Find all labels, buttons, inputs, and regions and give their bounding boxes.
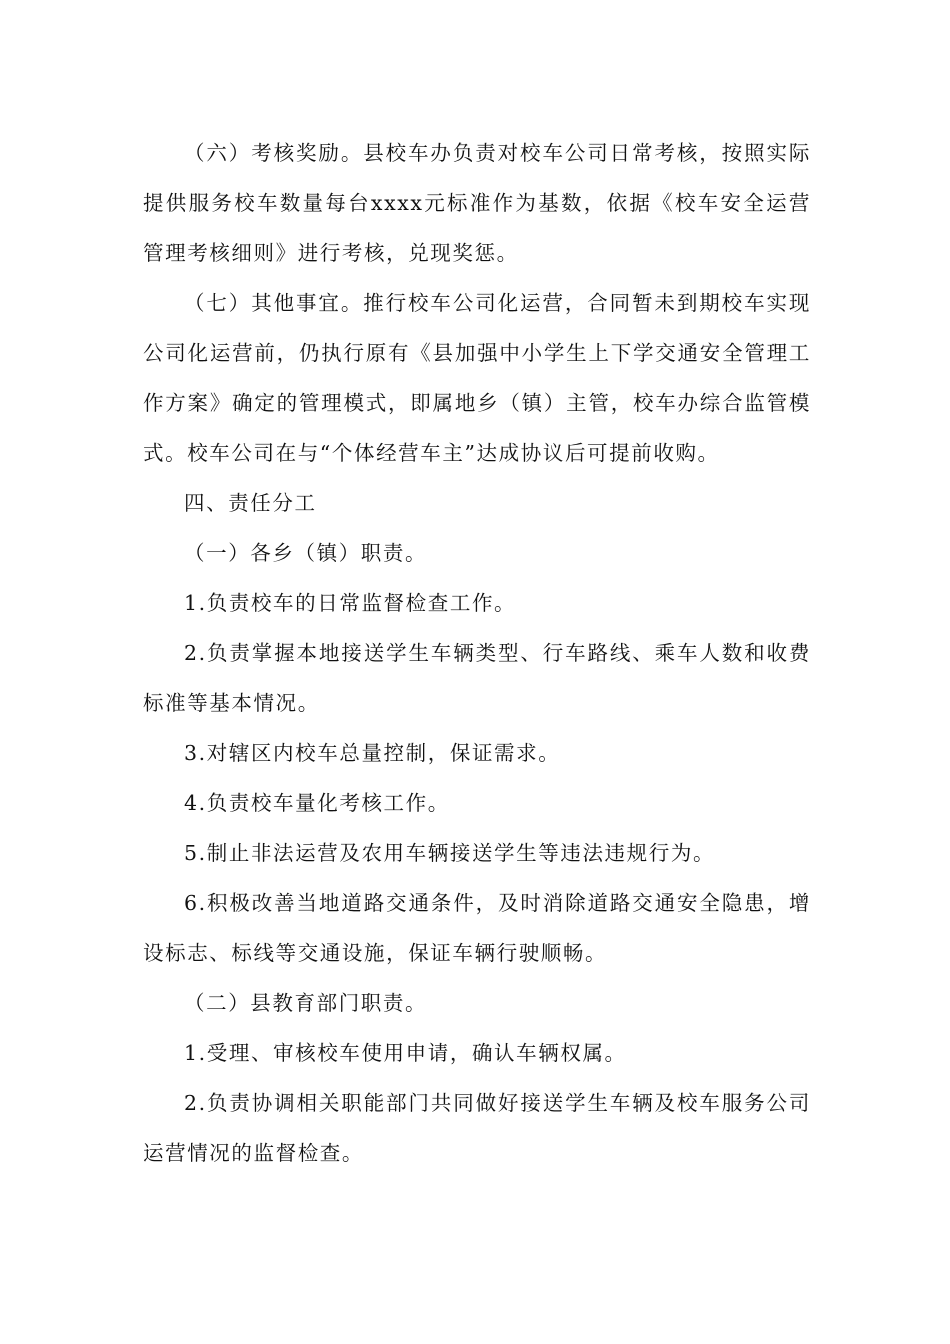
paragraph-assessment-reward: （六）考核奖励。县校车办负责对校车公司日常考核，按照实际提供服务校车数量每台xxxx元标准作为基数，依据《校车安全运营管理考核细则》进行考核，兑现奖惩。 [143, 141, 811, 265]
list-item-education-1: 1.受理、审核校车使用申请，确认车辆权属。 [184, 1041, 627, 1065]
list-item-township-1: 1.负责校车的日常监督检查工作。 [184, 591, 517, 615]
list-item-education-2: 2.负责协调相关职能部门共同做好接送学生车辆及校车服务公司运营情况的监督检查。 [143, 1091, 811, 1165]
list-item-township-5: 5.制止非法运营及农用车辆接送学生等违法违规行为。 [184, 841, 716, 865]
list-item-township-4: 4.负责校车量化考核工作。 [184, 791, 450, 815]
paragraph-other-matters: （七）其他事宜。推行校车公司化运营，合同暂未到期校车实现公司化运营前，仍执行原有《县加强中小学生上下学交通安全管理工作方案》确定的管理模式，即属地乡（镇）主管，校车办综合监管模式。校车公司在与“个体经营车主”达成协议后可提前收购。 [143, 291, 811, 465]
subsection-heading-education-duties: （二）县教育部门职责。 [184, 991, 428, 1015]
list-item-township-3: 3.对辖区内校车总量控制，保证需求。 [184, 741, 561, 765]
list-item-township-2: 2.负责掌握本地接送学生车辆类型、行车路线、乘车人数和收费标准等基本情况。 [143, 641, 811, 715]
section-heading-responsibilities: 四、责任分工 [184, 491, 317, 515]
list-item-township-6: 6.积极改善当地道路交通条件，及时消除道路交通安全隐患，增设标志、标线等交通设施，保证车辆行驶顺畅。 [143, 891, 811, 965]
subsection-heading-township-duties: （一）各乡（镇）职责。 [184, 541, 428, 565]
